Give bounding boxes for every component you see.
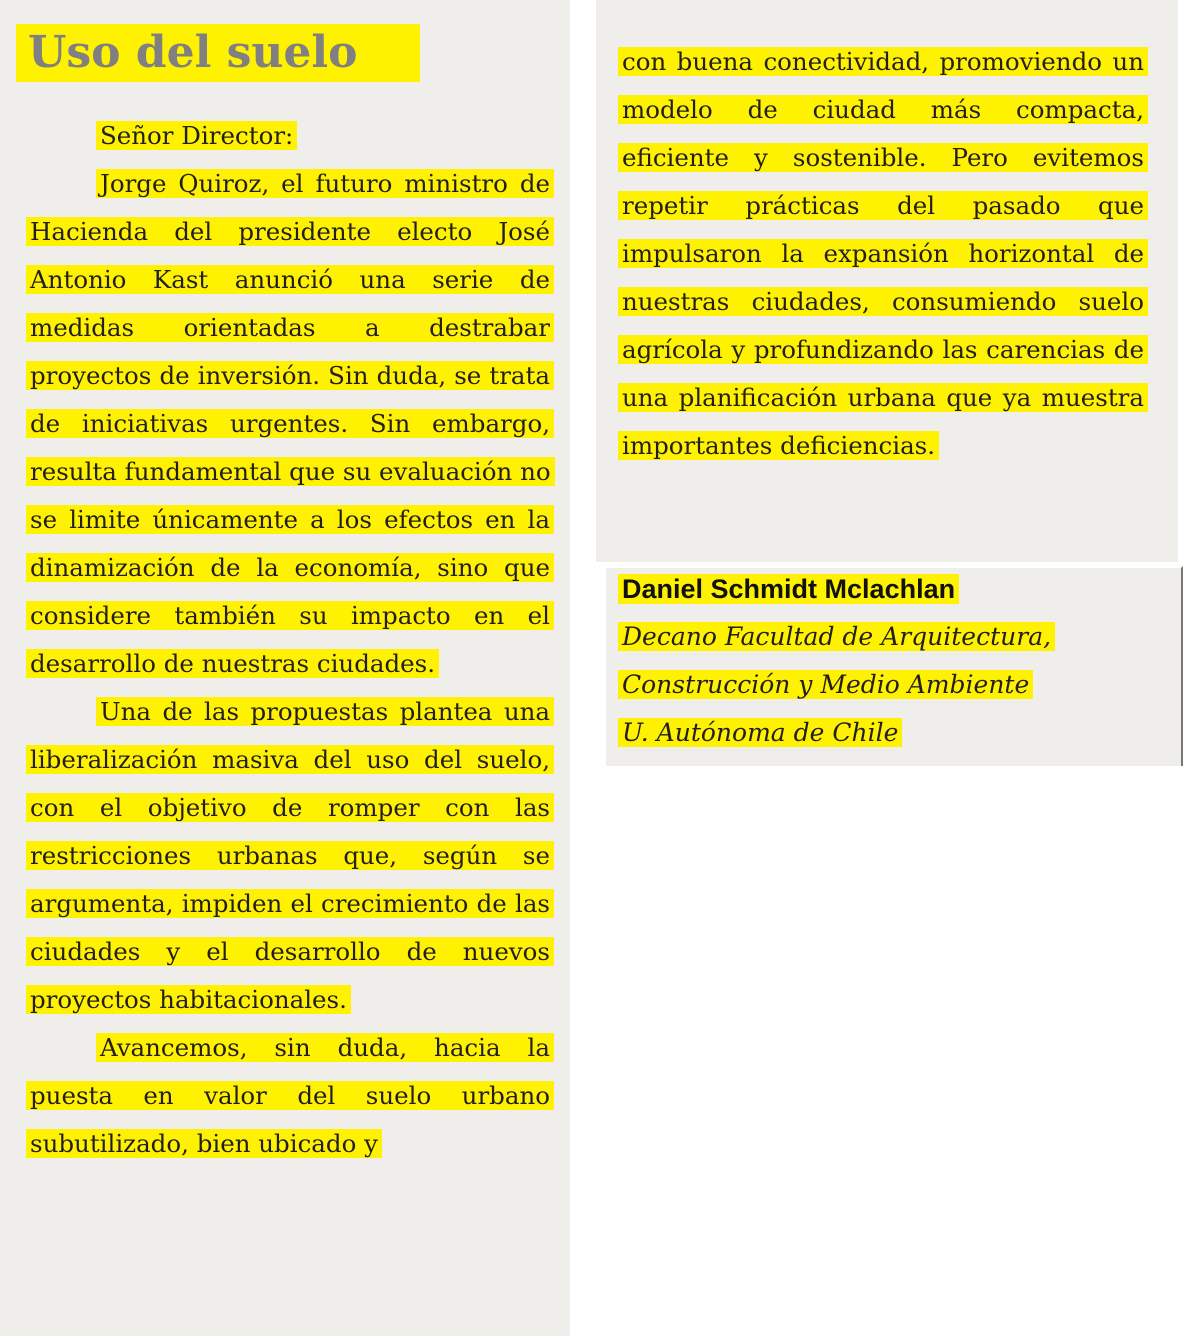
signature-name — [618, 567, 959, 611]
paragraph-3-continued-text: con buena conectividad, promoviendo un modelo de ciudad más compacta, eficiente y sostenible. Pero evitemos repetir prácticas del pasado que impulsaron la expansión horizontal de nuestras ciudades, consumiendo suelo agrícola y profundizando las carencias de una planificación urbana que ya muestra importantes deficiencias. — [618, 47, 1148, 460]
signature-title — [618, 613, 1148, 757]
left-column-text — [26, 112, 554, 1168]
right-column-text — [618, 38, 1148, 470]
signature-name-text: Daniel Schmidt Mclachlan — [618, 574, 959, 604]
signature-title-line-3 — [618, 709, 1148, 757]
salutation-text: Señor Director: — [96, 121, 297, 150]
signature-title-line-1 — [618, 613, 1148, 661]
paragraph-2 — [26, 688, 554, 1024]
signature-title-line-2-text: Construcción y Medio Ambiente — [618, 670, 1033, 699]
paragraph-3-text: Avancemos, sin duda, hacia la puesta en valor del suelo urbano subutilizado, bien ubicado y — [26, 1033, 554, 1158]
headline: Uso del suelo — [16, 24, 420, 82]
signature-title-line-3-text: U. Autónoma de Chile — [618, 718, 902, 747]
signature-title-line-1-text: Decano Facultad de Arquitectura, — [618, 622, 1055, 651]
paragraph-3 — [26, 1024, 554, 1168]
signature-title-line-2 — [618, 661, 1148, 709]
paragraph-3-continued — [618, 38, 1148, 470]
paragraph-2-text: Una de las propuestas plantea una liberalización masiva del uso del suelo, con el objetivo de romper con las restricciones urbanas que, según se argumenta, impiden el crecimiento de las ciudades y el desarrollo de nuevos proyectos habitacionales. — [26, 697, 554, 1014]
paragraph-1-text: Jorge Quiroz, el futuro ministro de Hacienda del presidente electo José Antonio Kast anunció una serie de medidas orientadas a destrabar proyectos de inversión. Sin duda, se trata de iniciativas urgentes. Sin embargo, resulta fundamental que su evaluación no se limite únicamente a los efectos en la dinamización de la economía, sino que considere también su impacto en el desarrollo de nuestras ciudades. — [26, 169, 555, 678]
paragraph-1 — [26, 160, 554, 688]
salutation — [26, 112, 554, 160]
